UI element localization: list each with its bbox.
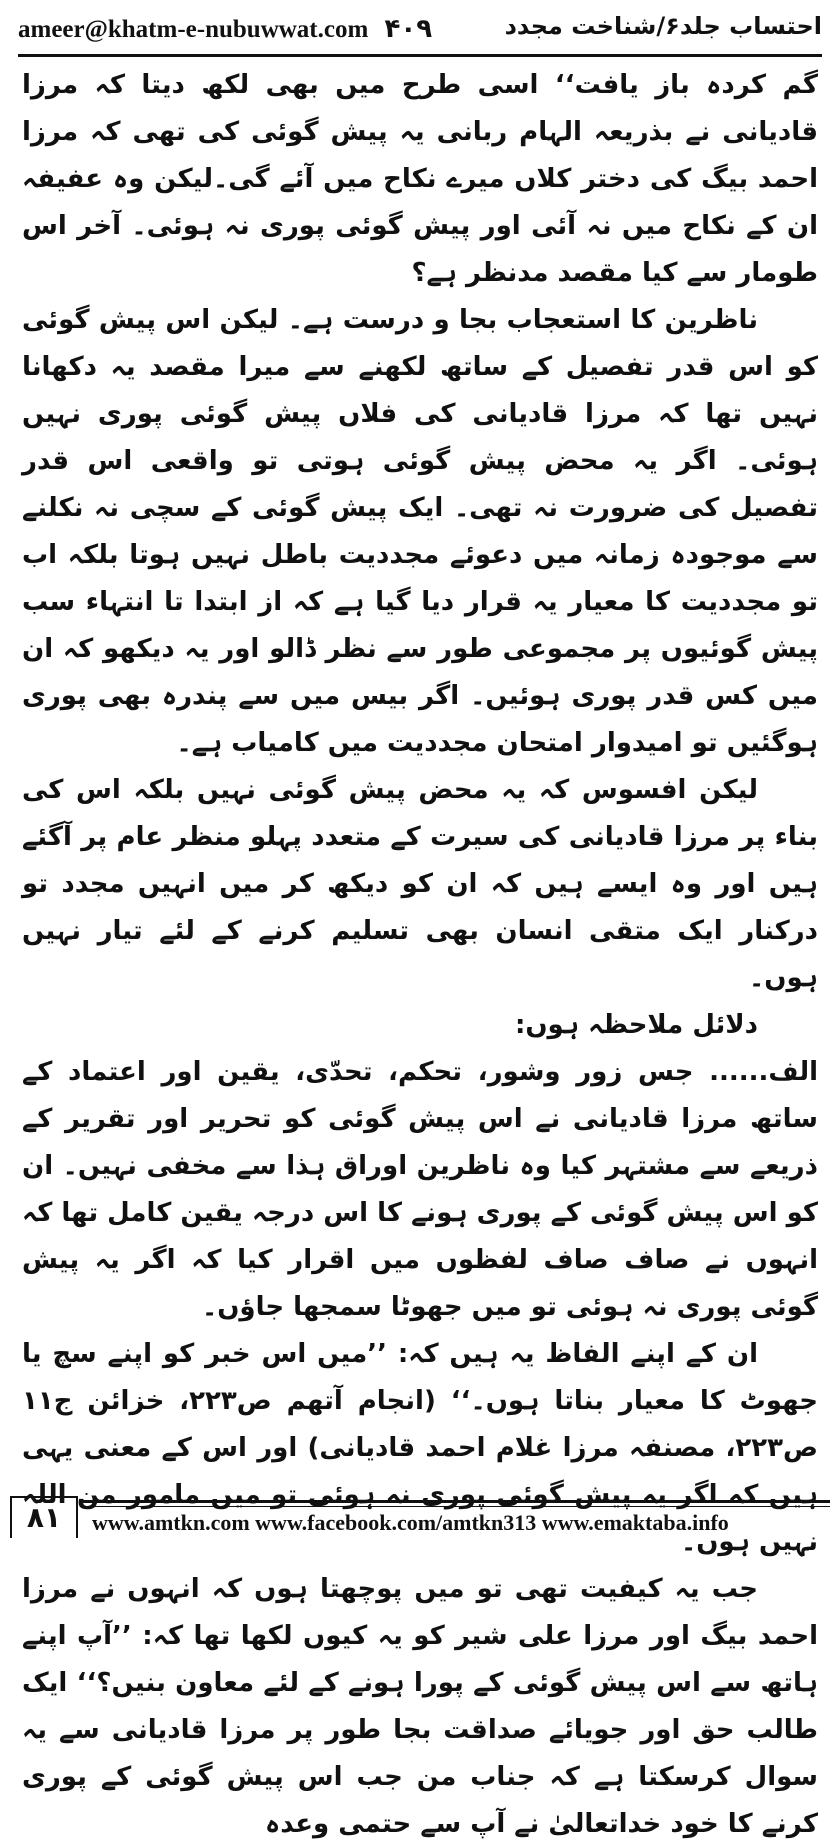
header-rule	[18, 54, 822, 57]
paragraph-1: گم کردہ باز یافت‘‘ اسی طرح میں بھی لکھ دیتا کہ مرزا قادیانی نے بذریعہ الہام ربانی یہ پیش گوئی کی تھی کہ مرزا احمد بیگ کی دختر کلاں میرے نکاح میں آئے گی۔لیکن وہ عفیفہ ان کے نکاح میں نہ آئی اور پیش گوئی پوری نہ ہوئی۔ آخر اس طومار سے کیا مقصد مدنظر ہے؟	[22, 70, 818, 288]
paragraph-5: الف...... جس زور وشور، تحکم، تحدّی، یقین اور اعتماد کے ساتھ مرزا قادیانی نے اس پیش گوئی کو تحریر اور تقریر کے ذریعے سے مشتہر کیا وہ ناظرین اوراق ہذا سے مخفی نہیں۔ ان کو اس پیش گوئی کے پوری ہونے کا اس درجہ یقین کامل تھا کہ انہوں نے صاف صاف لفظوں میں اقرار کیا کہ اگر یہ پیش گوئی پوری نہ ہوئی تو میں جھوٹا سمجھا جاؤں۔	[22, 1057, 818, 1322]
header-email: ameer@khatm-e-nubuwwat.com	[18, 16, 369, 43]
header-page-number: ۴۰۹	[384, 14, 433, 44]
header-book-title: احتساب جلد۶/شناخت مجدد	[504, 12, 822, 40]
paragraph-3: لیکن افسوس کہ یہ محض پیش گوئی نہیں بلکہ اس کی بناء پر مرزا قادیانی کی سیرت کے متعدد پہلو منظر عام پر آگئے ہیں اور وہ ایسے ہیں کہ ان کو دیکھ کر میں انہیں مجدد تو درکنار ایک متقی انسان بھی تسلیم کرنے کے لئے تیار نہیں ہوں۔	[22, 775, 818, 993]
page-footer	[0, 1496, 840, 1540]
footer-rule-thin	[80, 1506, 830, 1507]
paragraph-4: دلائل ملاحظہ ہوں:	[514, 1010, 758, 1040]
footer-links: www.amtkn.com www.facebook.com/amtkn313 www.emaktaba.info	[92, 1510, 729, 1535]
page-header	[18, 10, 822, 50]
paragraph-2: ناظرین کا استعجاب بجا و درست ہے۔ لیکن اس پیش گوئی کو اس قدر تفصیل کے ساتھ لکھنے سے میرا مقصد یہ دکھانا نہیں تھا کہ مرزا قادیانی کی فلاں پیش گوئی پوری نہیں ہوئی۔ اگر یہ محض پیش گوئی ہوتی تو واقعی اس قدر تفصیل کی ضرورت نہ تھی۔ ایک پیش گوئی کے سچی نہ نکلنے سے موجودہ زمانہ میں دعوئے مجددیت باطل نہیں ہوتا بلکہ اب تو مجددیت کا معیار یہ قرار دیا گیا ہے کہ از ابتدا تا انتہاء سب پیش گوئیوں پر مجموعی طور سے نظر ڈالو اور یہ دیکھو کہ ان میں کس قدر پوری ہوئیں۔ اگر بیس میں سے پندرہ بھی پوری ہوگئیں تو امیدوار امتحان مجددیت میں کامیاب ہے۔	[22, 305, 818, 758]
header-left	[18, 14, 432, 44]
paragraph-7: جب یہ کیفیت تھی تو میں پوچھتا ہوں کہ انہوں نے مرزا احمد بیگ اور مرزا علی شیر کو یہ کیوں لکھا تھا کہ: ’’آپ اپنے ہاتھ سے اس پیش گوئی کے پورا ہونے کے لئے معاون بنیں؟‘‘ ایک طالب حق اور جویائے صداقت بجا طور پر مرزا قادیانی سے یہ سوال کرسکتا ہے کہ جناب من جب اس پیش گوئی کے پوری کرنے کا خود خداتعالیٰ نے آپ سے حتمی وعدہ	[22, 1574, 818, 1839]
paragraph-6: ان کے اپنے الفاظ یہ ہیں کہ: ’’میں اس خبر کو اپنے سچ یا جھوٹ کا معیار بناتا ہوں۔‘‘ (انجام آتھم ص۲۲۳، خزائن ج۱۱ ص۲۲۳، مصنفہ مرزا غلام احمد قادیانی) اور اس کے معنی یہی ہیں کہ اگر یہ پیش گوئی پوری نہ ہوئی تو میں مامور من اللہ نہیں ہوں۔	[22, 1339, 819, 1557]
footer-page-badge: ۸۱	[10, 1496, 78, 1538]
footer-rule-thick	[80, 1500, 830, 1503]
